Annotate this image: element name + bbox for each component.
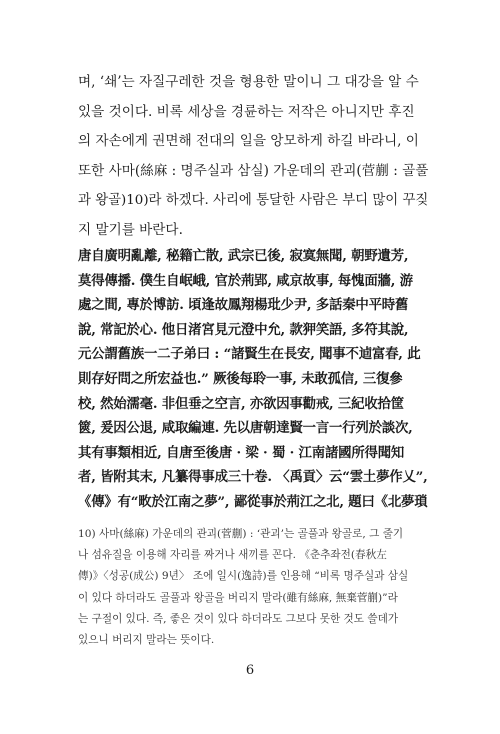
text-line: 其有事類相近, 自唐至後唐 · 梁 · 蜀 · 江南諸國所得聞知: [78, 444, 405, 461]
footnote-line: 10) 사마(絲麻) 가운데의 관괴(菅蒯) : ‘관괴’는 골풀과 왕골로, 그 줄기: [78, 528, 404, 540]
page-number: 6: [245, 663, 255, 678]
footnote: [78, 524, 430, 651]
text-line: 校, 然始濡毫. 非但垂之空言, 亦欲因事勸戒, 三紀收拾筐: [78, 395, 404, 412]
footnote-line: 는 구절이 있다. 즉, 좋은 것이 있다 하더라도 그보다 못한 것도 쓸데가: [78, 612, 399, 625]
text-line: 處之間, 專於博訪. 頃逢故鳳翔楊玭少尹, 多話秦中平時舊: [78, 297, 409, 314]
text-line: 며, ‘쇄’는 자질구레한 것을 형용한 말이니 그 대강을 알 수: [78, 74, 419, 90]
text-line: 元公謂舊族一二子弟曰 : “諸賢生在長安, 聞事不逌富春, 此: [78, 346, 421, 363]
text-line: 說, 常記於心. 他日渚宮見元澄中允, 款狎笑語, 多符其說,: [78, 321, 409, 338]
footnote-line: 있으니 버리지 말라는 뜻이다.: [78, 634, 215, 647]
text-line: 唐自廣明亂離, 秘籍亡散, 武宗已後, 寂寞無聞, 朝野遺芳,: [78, 248, 409, 264]
footnote-line: 이 있다 하더라도 골풀과 왕골을 버리지 말라(雖有絲麻, 無棄菅蒯)”라: [78, 591, 398, 604]
text-line: 則存好問之所宏益也.” 厥後每聆一事, 未敢孤信, 三復參: [78, 370, 403, 387]
text-line: 지 말기를 바란다.: [78, 221, 183, 238]
text-line: 《傳》有“畋於江南之夢”, 鄙從事於荊江之北, 題曰《北夢瑣: [78, 493, 428, 510]
text-line: 있을 것이다. 비록 세상을 경륜하는 저작은 아니지만 후진: [78, 103, 415, 120]
text-line: 또한 사마(絲麻 : 명주실과 삼실) 가운데의 관괴(菅蒯 : 골풀: [78, 162, 429, 179]
text-line: 과 왕골)10)라 하겠다. 사리에 통달한 사람은 부디 많이 꾸짖: [78, 193, 429, 209]
korean-paragraph: [78, 68, 430, 246]
footnote-line: 나 섬유질을 이용해 자리를 짜거나 새끼를 꼰다. 《춘추좌전(春秋左: [78, 549, 387, 562]
text-line: 의 자손에게 권면해 전대의 일을 앙모하게 하길 바라니, 이: [78, 133, 419, 150]
classical-chinese-paragraph: [78, 244, 430, 515]
text-line: 莫得傳播. 僕生自岷峨, 官於荊郢, 咸京故事, 每愧面牆, 游: [78, 272, 413, 289]
footnote-line: 傳)》〈성공(成公) 9년〉 조에 일시(逸詩)를 인용해 “비록 명주실과 삼실: [78, 570, 409, 583]
text-line: 者, 皆附其末, 凡纂得事成三十卷. 〈禹貢〉云“雲土夢作乂”,: [78, 469, 428, 486]
text-line: 篋, 爰因公退, 咸取編連. 先以唐朝達賢一言一行列於談次,: [78, 420, 413, 437]
